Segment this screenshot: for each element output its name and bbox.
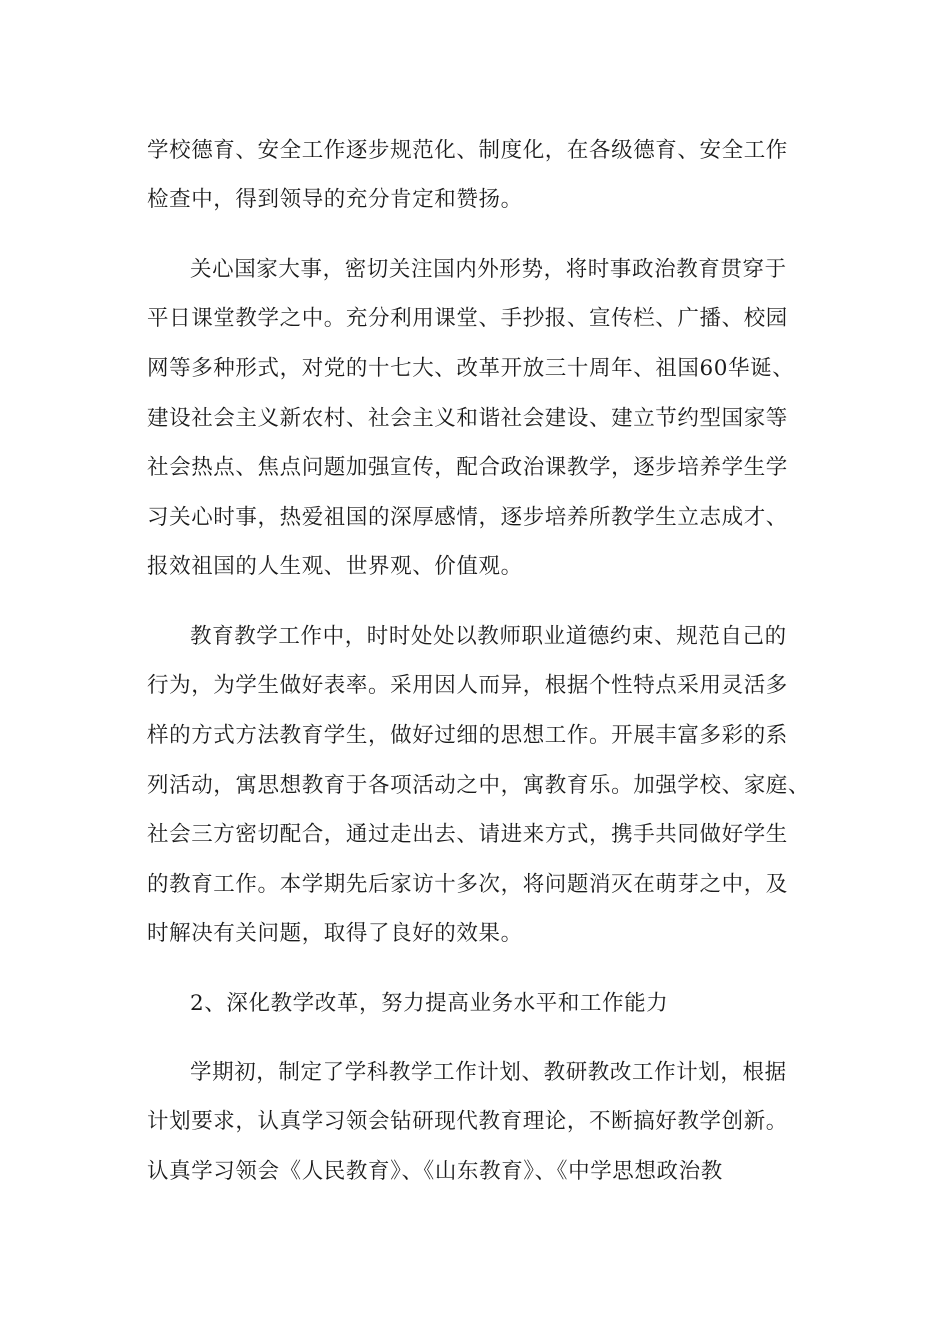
- paragraph-first-line: 学期初，制定了学科教学工作计划、教研教改工作计划，根据: [190, 1060, 787, 1085]
- text-line: 计划要求，认真学习领会钻研现代教育理论，不断搞好教学创新。: [147, 1109, 788, 1134]
- text-line: 社会热点、焦点问题加强宣传，配合政治课教学，逐步培养学生学: [147, 455, 788, 480]
- text-line: 样的方式方法教育学生，做好过细的思想工作。开展丰富多彩的系: [147, 723, 788, 748]
- paragraph-first-line: 关心国家大事，密切关注国内外形势，将时事政治教育贯穿于: [190, 257, 787, 282]
- text-line: 检查中，得到领导的充分肯定和赞扬。: [147, 187, 523, 212]
- text-line: 建设社会主义新农村、社会主义和谐社会建设、建立节约型国家等: [147, 406, 788, 431]
- text-line: 社会三方密切配合，通过走出去、请进来方式，携手共同做好学生: [147, 822, 788, 847]
- text-line: 网等多种形式，对党的十七大、改革开放三十周年、祖国60华诞、: [147, 356, 795, 381]
- paragraph-first-line: 教育教学工作中，时时处处以教师职业道德约束、规范自己的: [190, 624, 787, 649]
- text-line: 时解决有关问题，取得了良好的效果。: [147, 921, 523, 946]
- text-line: 认真学习领会《人民教育》、《山东教育》、《中学思想政治教: [147, 1159, 723, 1184]
- text-line: 行为，为学生做好表率。采用因人而异，根据个性特点采用灵活多: [147, 673, 788, 698]
- text-line: 平日课堂教学之中。充分利用课堂、手抄报、宣传栏、广播、校园: [147, 306, 788, 331]
- text-line: 的教育工作。本学期先后家访十多次，将问题消灭在萌芽之中，及: [147, 872, 788, 897]
- text-line: 习关心时事，热爱祖国的深厚感情，逐步培养所教学生立志成才、: [147, 505, 788, 530]
- section-heading: 2、深化教学改革，努力提高业务水平和工作能力: [190, 991, 669, 1016]
- text-line: 学校德育、安全工作逐步规范化、制度化，在各级德育、安全工作: [147, 138, 788, 163]
- text-line: 列活动，寓思想教育于各项活动之中，寓教育乐。加强学校、家庭、: [147, 773, 811, 798]
- text-line: 报效祖国的人生观、世界观、价值观。: [147, 554, 523, 579]
